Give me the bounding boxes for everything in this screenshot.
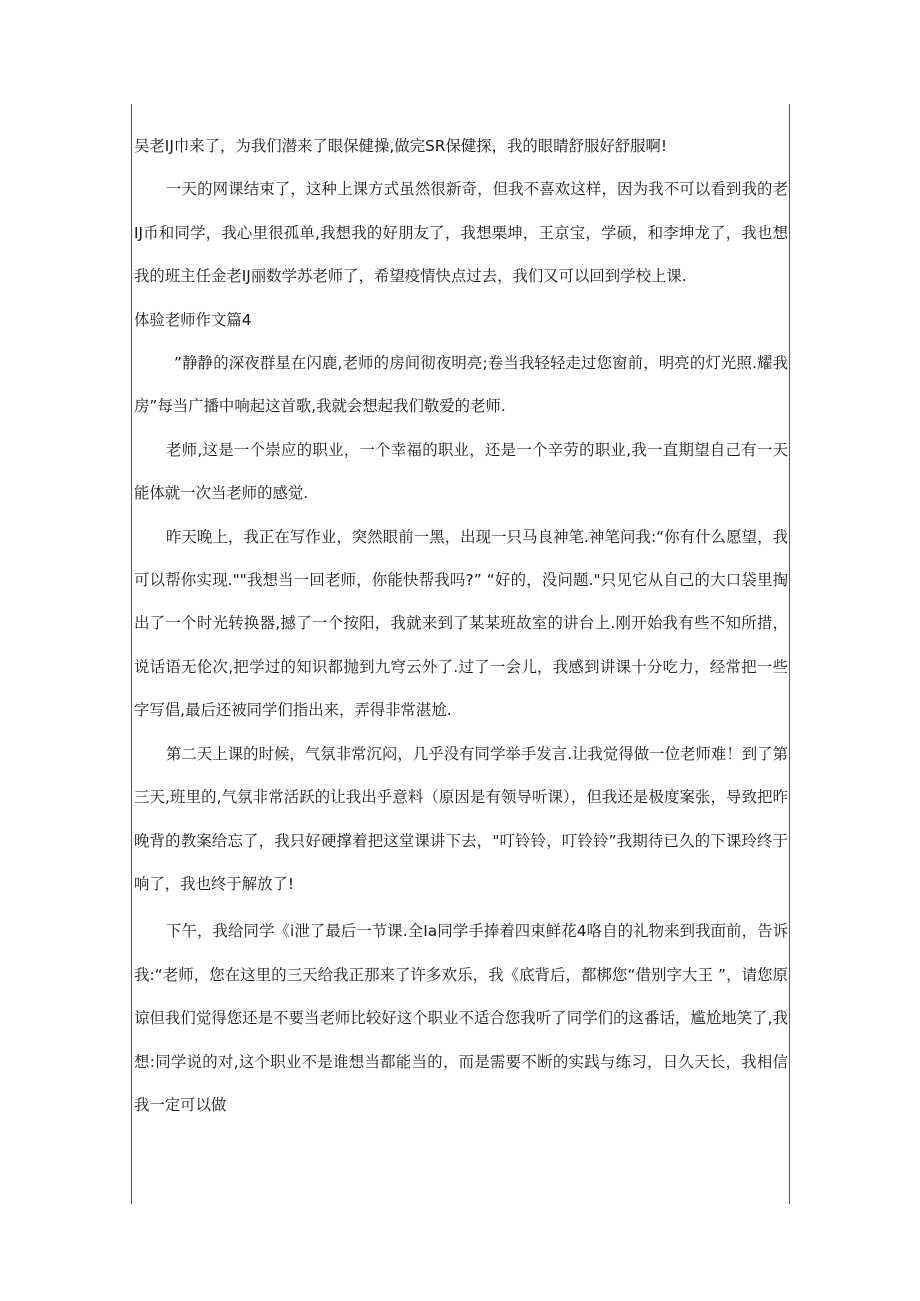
document-body [134, 125, 788, 1127]
paragraph-afternoon: 下午，我给同学《i泄了最后一节课.全Ia同学手捧着四束鲜花4咯自的礼物来到我面前，告诉我:“老师，您在这里的三天给我正那来了许多欢乐，我《底背后，都梆您“借别字大王 ”，请您原谅但我们觉得您还是不要当老师比较好这个职业不适合您我听了同学们的这番话，尴尬地笑了,我想:同学说的对,这个职业不是谁想当都能当的，而是需要不断的实践与练习，日久天长，我相信我一定可以做 [134, 922, 788, 1114]
left-margin-rule [131, 104, 132, 1204]
paragraph-online-class: 一天的网课结束了，这种上课方式虽然很新奇，但我不喜欢这样，因为我不可以看到我的老IJ币和同学，我心里很孤单,我想我的好朋友了，我想栗坤，王京宝，学硕，和李坤龙了，我也想我的班主任金老IJ丽数学苏老师了，希望疫情快点过去，我们又可以回到学校上课. [134, 180, 788, 286]
right-margin-rule [789, 104, 790, 1204]
paragraph-teacher-profession: 老师,这是一个崇应的职业，一个幸福的职业，还是一个辛劳的职业,我一直期望自己有一天能体就一次当老师的感觉. [134, 440, 788, 503]
paragraph-continued: 吴老IJ巾来了，为我们潜来了眼保健操,做完SR保健探，我的眼睛舒服好舒服啊! [134, 137, 668, 155]
paragraph-second-day: 第二天上课的时候，气氛非常沉闷，几乎没有同学举手发言.让我觉得做一位老师难！到了第三天,班里的,气氛非常活跃的让我出乎意料（原因是有领导听课），但我还是极度案张，导致把昨晚背的教案给忘了，我只好硬撑着把这堂课讲下去，"叮铃铃，叮铃铃”我期待已久的下课玲终于响了，我也终于解放了! [134, 744, 788, 893]
paragraph-song: ”静静的深夜群星在闪鹿,老师的房间彻夜明亮;卷当我轻轻走过您窗前，明亮的灯光照.耀我房”每当广播中响起这首歌,我就会想起我们敬爱的老师. [134, 354, 788, 416]
paragraph-magic-pen: 昨天晚上，我正在写作业，突然眼前一黑，出现一只马良神笔.神笔问我:“你有什么愿望，我可以帮你实现.""我想当一回老师，你能快帮我吗?” “好的，没问题."只见它从自己的大口袋里掏出了一个时光转换器,撼了一个按阳，我就来到了某某班故室的讲台上.刚开始我有些不知所措，说话语无伦次,把学过的知识都抛到九穹云外了.过了一会儿，我感到讲课十分吃力，经常把一些字写倡,最后还被同学们指出来，弄得非常湛尬. [134, 527, 788, 720]
section-heading: 体验老师作文篇4 [134, 310, 252, 329]
